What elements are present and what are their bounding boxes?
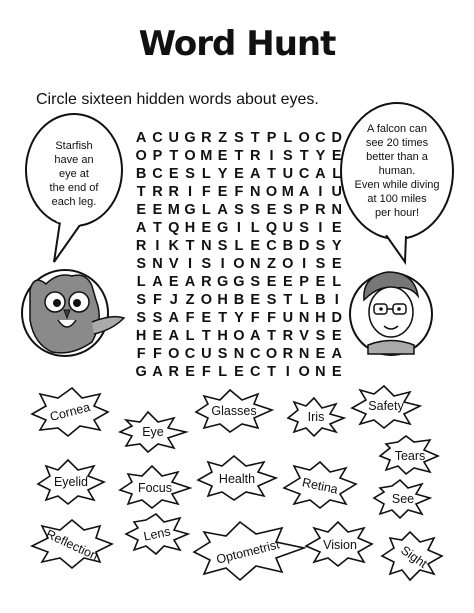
grid-letter[interactable]: S [266, 292, 277, 308]
grid-letter[interactable]: O [135, 148, 147, 164]
grid-letter[interactable]: E [315, 274, 326, 290]
grid-letter[interactable]: I [188, 184, 193, 200]
grid-letter[interactable]: P [266, 130, 277, 146]
grid-letter[interactable]: H [217, 328, 228, 344]
grid-letter[interactable]: E [152, 328, 163, 344]
grid-letter[interactable]: L [185, 328, 195, 344]
grid-letter[interactable]: C [152, 166, 163, 182]
grid-letter[interactable]: A [168, 328, 179, 344]
owl-illustration [22, 270, 124, 356]
grid-letter[interactable]: E [217, 184, 228, 200]
grid-letter[interactable]: T [153, 220, 162, 236]
grid-letter[interactable]: D [331, 130, 342, 146]
grid-letter[interactable]: N [298, 310, 310, 326]
grid-letter[interactable]: E [331, 256, 342, 272]
right-bubble-line: human. [378, 165, 416, 177]
grid-letter[interactable]: O [265, 346, 278, 362]
right-bubble-line: per hour! [374, 207, 420, 219]
grid-letter[interactable]: E [266, 274, 277, 290]
grid-letter[interactable]: E [282, 274, 293, 290]
grid-letter[interactable]: E [185, 364, 195, 380]
right-bubble-line: A falcon can [367, 123, 427, 135]
grid-letter[interactable]: H [315, 310, 326, 326]
grid-letter[interactable]: N [249, 184, 261, 200]
word-reflection: Reflection [43, 526, 101, 564]
grid-letter[interactable]: O [265, 184, 278, 200]
grid-letter[interactable]: A [184, 274, 196, 290]
grid-letter[interactable]: S [315, 238, 326, 254]
grid-letter[interactable]: O [184, 148, 196, 164]
grid-letter[interactable]: A [249, 166, 261, 182]
grid-letter[interactable]: L [283, 130, 293, 146]
grid-letter[interactable]: T [201, 328, 211, 344]
grid-letter[interactable]: E [152, 202, 163, 218]
grid-letter[interactable]: U [282, 310, 294, 326]
grid-letter[interactable]: R [315, 202, 326, 218]
grid-letter[interactable]: A [135, 220, 147, 236]
grid-letter[interactable]: P [299, 274, 309, 290]
grid-letter[interactable]: S [136, 310, 146, 326]
grid-letter[interactable]: I [220, 256, 225, 272]
grid-letter[interactable]: P [299, 202, 309, 218]
grid-row [133, 363, 345, 381]
grid-letter[interactable]: H [135, 328, 147, 344]
grid-letter[interactable]: G [233, 274, 245, 290]
grid-letter[interactable]: T [218, 310, 228, 326]
grid-row [133, 129, 345, 147]
grid-letter[interactable]: O [298, 364, 310, 380]
grid-letter[interactable]: N [298, 346, 310, 362]
grid-row [133, 201, 345, 219]
grid-letter[interactable]: E [266, 202, 277, 218]
grid-letter[interactable]: E [315, 346, 326, 362]
grid-letter[interactable]: A [298, 184, 310, 200]
grid-row [133, 219, 345, 237]
grid-letter[interactable]: E [234, 166, 244, 182]
grid-letter[interactable]: T [267, 328, 276, 344]
grid-letter[interactable]: R [282, 346, 294, 362]
grid-letter[interactable]: V [299, 328, 309, 344]
grid-letter[interactable]: S [201, 256, 212, 272]
grid-letter[interactable]: Z [218, 130, 228, 146]
grid-letter[interactable]: O [168, 346, 180, 362]
grid-letter[interactable]: I [236, 220, 241, 236]
grid-letter[interactable]: L [136, 274, 146, 290]
grid-letter[interactable]: K [168, 238, 179, 254]
grid-letter[interactable]: J [169, 292, 178, 308]
grid-letter[interactable]: R [168, 184, 179, 200]
grid-row [133, 237, 345, 255]
grid-letter[interactable]: B [135, 166, 147, 182]
grid-letter[interactable]: A [217, 202, 228, 218]
grid-letter[interactable]: A [249, 328, 261, 344]
grid-letter[interactable]: L [332, 274, 342, 290]
grid-letter[interactable]: L [332, 166, 342, 182]
instruction-text: Circle sixteen hidden words about eyes. [36, 91, 319, 108]
grid-row [133, 273, 345, 291]
grid-letter[interactable]: C [315, 130, 326, 146]
grid-letter[interactable]: S [185, 166, 195, 182]
grid-letter[interactable]: H [184, 220, 196, 236]
word-vision: Vision [323, 538, 357, 552]
grid-letter[interactable]: Y [315, 148, 326, 164]
grid-letter[interactable]: A [315, 166, 326, 182]
grid-letter[interactable]: Z [185, 292, 195, 308]
grid-letter[interactable]: R [201, 130, 212, 146]
grid-letter[interactable]: E [250, 238, 261, 254]
grid-row [133, 165, 345, 183]
grid-letter[interactable]: L [234, 238, 244, 254]
grid-letter[interactable]: U [331, 184, 342, 200]
grid-letter[interactable]: R [135, 238, 147, 254]
left-bubble-line: the end of [49, 182, 99, 194]
right-bubble-line: better than a [366, 151, 428, 163]
grid-letter[interactable]: C [152, 130, 163, 146]
grid-letter[interactable]: S [217, 238, 228, 254]
grid-letter[interactable]: T [169, 148, 179, 164]
grid-row [133, 183, 345, 201]
grid-letter[interactable]: T [136, 184, 146, 200]
grid-letter[interactable]: L [201, 166, 211, 182]
grid-letter[interactable]: B [282, 238, 294, 254]
grid-letter[interactable]: E [234, 364, 244, 380]
grid-letter[interactable]: T [283, 292, 293, 308]
grid-letter[interactable]: R [152, 184, 163, 200]
grid-letter[interactable]: S [152, 310, 163, 326]
grid-letter[interactable]: O [233, 328, 245, 344]
grid-letter[interactable]: L [201, 202, 211, 218]
grid-letter[interactable]: A [152, 274, 163, 290]
grid-letter[interactable]: N [201, 238, 212, 254]
grid-letter[interactable]: I [318, 184, 323, 200]
grid-letter[interactable]: S [217, 346, 228, 362]
grid-letter[interactable]: M [200, 148, 213, 164]
grid-letter[interactable]: Q [265, 220, 278, 236]
grid-letter[interactable]: O [233, 256, 245, 272]
word-retina: Retina [300, 475, 340, 497]
grid-letter[interactable]: H [217, 292, 228, 308]
word-sight: Sight [398, 543, 430, 571]
grid-letter[interactable]: C [184, 346, 196, 362]
grid-letter[interactable]: F [234, 184, 244, 200]
grid-letter[interactable]: S [315, 256, 326, 272]
grid-letter[interactable]: I [155, 238, 160, 254]
grid-letter[interactable]: C [249, 346, 261, 362]
left-bubble-line: each leg. [51, 196, 97, 208]
word-glasses: Glasses [211, 404, 257, 418]
grid-letter[interactable]: Y [331, 238, 342, 254]
grid-letter[interactable]: T [185, 238, 195, 254]
grid-letter[interactable]: G [184, 130, 196, 146]
grid-letter[interactable]: S [250, 274, 261, 290]
grid-letter[interactable]: T [267, 364, 276, 380]
grid-letter[interactable]: F [185, 310, 195, 326]
grid-letter[interactable]: C [266, 238, 277, 254]
left-bubble-text [38, 139, 110, 209]
grid-letter[interactable]: B [233, 292, 245, 308]
grid-letter[interactable]: F [153, 346, 162, 362]
grid-letter[interactable]: L [299, 292, 309, 308]
grid-letter[interactable]: S [136, 256, 146, 272]
grid-letter[interactable]: M [281, 184, 294, 200]
grid-letter[interactable]: S [234, 130, 244, 146]
grid-letter[interactable]: U [168, 130, 179, 146]
boy-illustration [350, 272, 432, 355]
grid-letter[interactable]: D [298, 238, 310, 254]
grid-letter[interactable]: F [201, 184, 211, 200]
grid-letter[interactable]: I [188, 256, 193, 272]
grid-letter[interactable]: S [315, 328, 326, 344]
grid-letter[interactable]: N [233, 346, 245, 362]
grid-letter[interactable]: I [302, 256, 307, 272]
word-optometrist: Optometrist [214, 537, 282, 567]
word-lens: Lens [142, 524, 172, 544]
grid-letter[interactable]: F [267, 310, 276, 326]
grid-letter[interactable]: R [249, 148, 261, 164]
grid-letter[interactable]: I [285, 364, 290, 380]
letter-grid [133, 129, 345, 381]
grid-letter[interactable]: D [331, 310, 342, 326]
grid-letter[interactable]: F [136, 346, 146, 362]
right-bubble-line: see 20 times [365, 137, 429, 149]
word-tears: Tears [394, 449, 426, 463]
grid-letter[interactable]: C [249, 364, 261, 380]
grid-letter[interactable]: R [201, 274, 212, 290]
grid-letter[interactable]: A [135, 130, 147, 146]
grid-letter[interactable]: T [299, 148, 309, 164]
grid-letter[interactable]: R [168, 364, 179, 380]
grid-letter[interactable]: L [218, 364, 228, 380]
right-bubble-line: Even while diving [354, 179, 440, 191]
grid-row [133, 345, 345, 363]
grid-letter[interactable]: N [331, 202, 342, 218]
grid-letter[interactable]: U [282, 220, 294, 236]
grid-letter[interactable]: T [267, 166, 276, 182]
word-see: See [391, 492, 415, 506]
word-eyelid: Eyelid [53, 475, 89, 489]
grid-letter[interactable]: A [331, 346, 342, 362]
grid-letter[interactable]: E [331, 328, 342, 344]
grid-letter[interactable]: C [298, 166, 310, 182]
grid-letter[interactable]: V [168, 256, 179, 272]
grid-letter[interactable]: E [331, 220, 342, 236]
grid-letter[interactable]: G [135, 364, 147, 380]
grid-letter[interactable]: N [315, 364, 326, 380]
word-safety: Safety [368, 399, 404, 413]
grid-row [133, 327, 345, 345]
grid-letter[interactable]: B [315, 292, 326, 308]
grid-letter[interactable]: E [136, 202, 146, 218]
grid-letter[interactable]: A [152, 364, 163, 380]
grid-letter[interactable]: F [153, 292, 162, 308]
grid-letter[interactable]: S [282, 148, 293, 164]
grid-letter[interactable]: U [282, 166, 294, 182]
word-eye: Eye [142, 425, 164, 439]
grid-letter[interactable]: T [250, 130, 260, 146]
grid-letter[interactable]: S [136, 292, 146, 308]
grid-letter[interactable]: O [298, 130, 310, 146]
grid-letter[interactable]: E [331, 148, 342, 164]
grid-letter[interactable]: E [217, 148, 228, 164]
left-bubble-line: eye at [59, 168, 89, 180]
word-health: Health [218, 472, 256, 486]
grid-letter[interactable]: G [216, 274, 229, 290]
grid-row [133, 291, 345, 309]
grid-letter[interactable]: O [200, 292, 212, 308]
grid-letter[interactable]: O [282, 256, 294, 272]
grid-letter[interactable]: G [216, 220, 229, 236]
word-iris: Iris [307, 410, 325, 424]
right-bubble-line: at 100 miles [367, 193, 427, 205]
grid-letter[interactable]: N [249, 256, 261, 272]
grid-letter[interactable]: I [318, 220, 323, 236]
grid-row [133, 309, 345, 327]
grid-letter[interactable]: N [152, 256, 163, 272]
left-bubble-line: Starfish [55, 140, 93, 152]
grid-letter[interactable]: E [168, 166, 179, 182]
grid-letter[interactable]: I [334, 292, 339, 308]
grid-letter[interactable]: I [269, 148, 274, 164]
grid-letter[interactable]: E [201, 310, 212, 326]
grid-letter[interactable]: Q [168, 220, 180, 236]
grid-letter[interactable]: F [201, 364, 211, 380]
word-cornea: Cornea [48, 399, 92, 425]
grid-letter[interactable]: G [184, 202, 196, 218]
grid-letter[interactable]: F [250, 310, 260, 326]
grid-letter[interactable]: M [167, 202, 180, 218]
grid-row [133, 147, 345, 165]
grid-letter[interactable]: A [168, 310, 179, 326]
grid-letter[interactable]: L [250, 220, 260, 236]
grid-letter[interactable]: E [331, 364, 342, 380]
grid-letter[interactable]: S [234, 202, 244, 218]
right-bubble-text [346, 122, 448, 220]
grid-letter[interactable]: P [152, 148, 163, 164]
grid-letter[interactable]: U [201, 346, 212, 362]
grid-letter[interactable]: S [299, 220, 309, 236]
word-focus: Focus [137, 481, 173, 495]
grid-letter[interactable]: R [282, 328, 294, 344]
grid-letter[interactable]: Y [234, 310, 244, 326]
grid-letter[interactable]: Y [217, 166, 228, 182]
grid-letter[interactable]: S [250, 202, 261, 218]
grid-row [133, 255, 345, 273]
page-title: Word Hunt [138, 24, 336, 64]
left-bubble-line: have an [54, 154, 94, 166]
grid-letter[interactable]: E [201, 220, 212, 236]
grid-letter[interactable]: Z [267, 256, 276, 272]
grid-letter[interactable]: E [250, 292, 261, 308]
grid-letter[interactable]: S [282, 202, 293, 218]
grid-letter[interactable]: T [234, 148, 244, 164]
grid-letter[interactable]: E [168, 274, 179, 290]
